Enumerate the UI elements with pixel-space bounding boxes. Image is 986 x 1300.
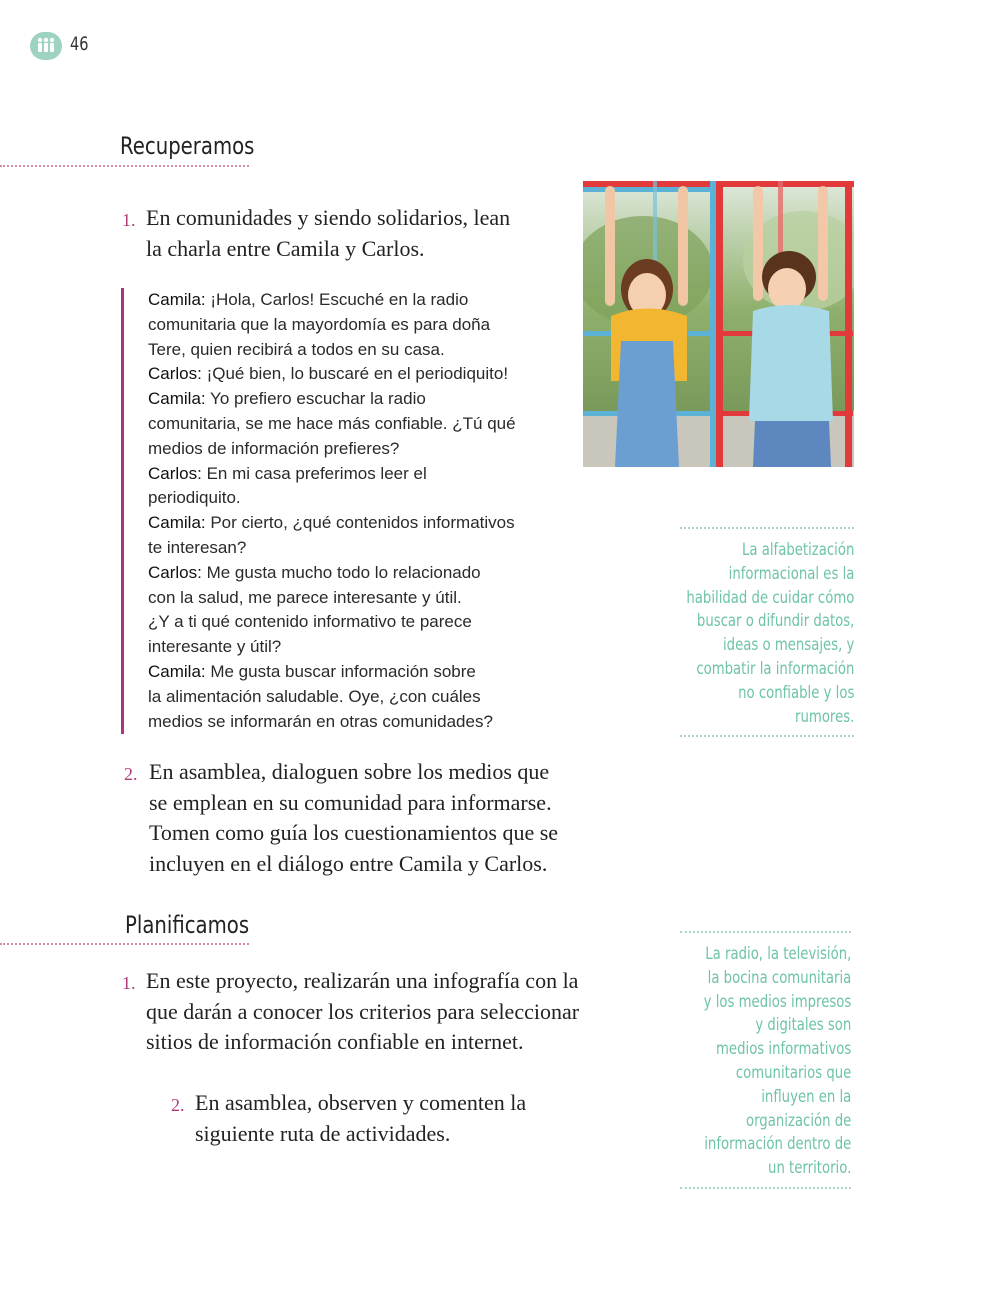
item-line: la charla entre Camila y Carlos. [146, 235, 425, 261]
dialog-speaker: Camila: [148, 513, 206, 533]
section-rule [0, 943, 249, 945]
dialog-line [148, 437, 516, 462]
dialog-speaker: Carlos: [148, 364, 202, 384]
section-title-planificamos: Planificamos [125, 911, 250, 939]
dialog-text-fragment: medios se informarán en otras comunidades? [148, 711, 493, 731]
dialog-text-fragment: con la salud, me parece interesante y útil. [148, 587, 462, 607]
dialog-text-fragment: te interesan? [148, 537, 247, 557]
dialog-text-fragment: Me gusta buscar información sobre [205, 661, 476, 681]
dialog-line [148, 313, 516, 338]
dialog-line [148, 685, 516, 710]
dialog-text [148, 288, 516, 734]
side-note-line: buscar o difundir datos, [696, 611, 854, 632]
item-line: En asamblea, observen y comenten la [195, 1090, 527, 1115]
item-line: incluyen en el diálogo entre Camila y Carlos. [149, 850, 548, 876]
page-badge [30, 32, 62, 60]
dialog-text-fragment: ¡Hola, Carlos! Escuché en la radio [205, 290, 469, 309]
dialog-text-fragment: Por cierto, ¿qué contenidos informativos [205, 513, 515, 533]
dialog-text-fragment: Tere, quien recibirá a todos en su casa. [148, 339, 445, 359]
side-note-line: medios informativos [715, 1039, 851, 1060]
side-note-line: informacional es la [728, 563, 854, 584]
dialog-text-fragment: periodiquito. [148, 488, 241, 508]
dialog-text-fragment: En mi casa preferimos leer el [201, 463, 427, 483]
item-line: Tomen como guía los cuestionamientos que se [149, 820, 559, 845]
dialog-line [148, 387, 516, 412]
side-note-line: comunitarios que [735, 1062, 851, 1083]
side-note-line: información dentro de [703, 1134, 851, 1155]
item-line: que darán a conocer los criterios para seleccionar [146, 998, 580, 1024]
dialog-line [148, 586, 516, 611]
dialog-text-fragment: comunitaria que la mayordomía es para doña [148, 314, 491, 334]
dialog-text-fragment: ¿Y a ti qué contenido informativo te parece [148, 612, 472, 632]
item-line: se emplean en su comunidad para informarse. [149, 789, 552, 815]
dialog-line [148, 362, 516, 387]
side-note-line: habilidad de cuidar cómo [686, 587, 854, 608]
dialog-block [121, 288, 564, 734]
item-line: sitios de información confiable en internet. [146, 1029, 524, 1054]
side-note-line: La alfabetización [741, 540, 854, 560]
item-2-ruta-de-actividades [171, 1088, 551, 1150]
dialog-speaker: Camila: [148, 389, 206, 409]
item-number: 1. [122, 973, 136, 993]
section-rule [0, 165, 249, 167]
dialog-text-fragment: medios de información prefieres? [148, 438, 400, 458]
page-number: 46 [70, 33, 89, 55]
children-playground-photo [583, 181, 854, 467]
dialog-speaker: Carlos: [148, 562, 202, 582]
dialog-speaker: Carlos: [148, 463, 202, 483]
dialog-line [148, 486, 516, 511]
item-line: En este proyecto, realizarán una infografía con la [146, 968, 579, 993]
dialog-line [148, 338, 516, 363]
dialog-line [148, 288, 516, 313]
side-note-line: combatir la información [695, 658, 854, 679]
side-note-line: un territorio. [767, 1158, 851, 1179]
item-number: 2. [171, 1095, 185, 1115]
dialog-text-fragment: la alimentación saludable. Oye, ¿con cuáles [148, 686, 481, 706]
side-note-line: y los medios impresos [703, 991, 851, 1012]
dialog-line [148, 561, 516, 586]
dialog-line [148, 610, 516, 635]
dialog-line [148, 511, 516, 536]
dialog-speaker: Camila: [148, 661, 206, 681]
dialog-line [148, 635, 516, 660]
people-icon [36, 37, 56, 55]
side-note-line: y digitales son [755, 1015, 851, 1036]
side-note-line: La radio, la televisión, [704, 944, 851, 964]
item-number: 2. [124, 764, 138, 784]
dialog-line [148, 536, 516, 561]
item-1-lean-la-charla [122, 203, 542, 265]
side-note-line: influyen en la [760, 1086, 851, 1107]
side-note-medios-comunitarios [680, 931, 851, 1189]
item-2-en-asamblea [124, 757, 564, 881]
dialog-line [148, 412, 516, 437]
item-1-infografia [122, 966, 582, 1060]
section-title-recuperamos: Recuperamos [120, 132, 255, 160]
dialog-speaker: Camila: [148, 290, 206, 309]
dialog-text-fragment: interesante y útil? [148, 637, 282, 657]
dialog-text-fragment: Yo prefiero escuchar la radio [205, 389, 426, 409]
side-note-line: organización de [745, 1110, 851, 1131]
side-note-line: la bocina comunitaria [707, 967, 851, 988]
dialog-line [148, 462, 516, 487]
item-line: siguiente ruta de actividades. [195, 1120, 451, 1146]
item-line: En asamblea, dialoguen sobre los medios que [149, 759, 550, 784]
side-note-line: ideas o mensajes, y [722, 635, 854, 656]
side-note-alfabetizacion [680, 527, 854, 737]
dialog-line [148, 710, 516, 735]
side-note-text [703, 943, 851, 1181]
side-note-line: no confiable y los [737, 682, 854, 703]
dialog-text-fragment: comunitaria, se me hace más confiable. ¿Tú qué [148, 413, 516, 433]
side-note-line: rumores. [794, 706, 854, 727]
side-note-text [686, 539, 854, 729]
dialog-text-fragment: ¡Qué bien, lo buscaré en el periodiquito! [201, 364, 509, 384]
dialog-text-fragment: Me gusta mucho todo lo relacionado [201, 562, 481, 582]
dialog-line [148, 660, 516, 685]
item-number: 1. [122, 210, 136, 230]
item-line: En comunidades y siendo solidarios, lean [146, 205, 511, 230]
